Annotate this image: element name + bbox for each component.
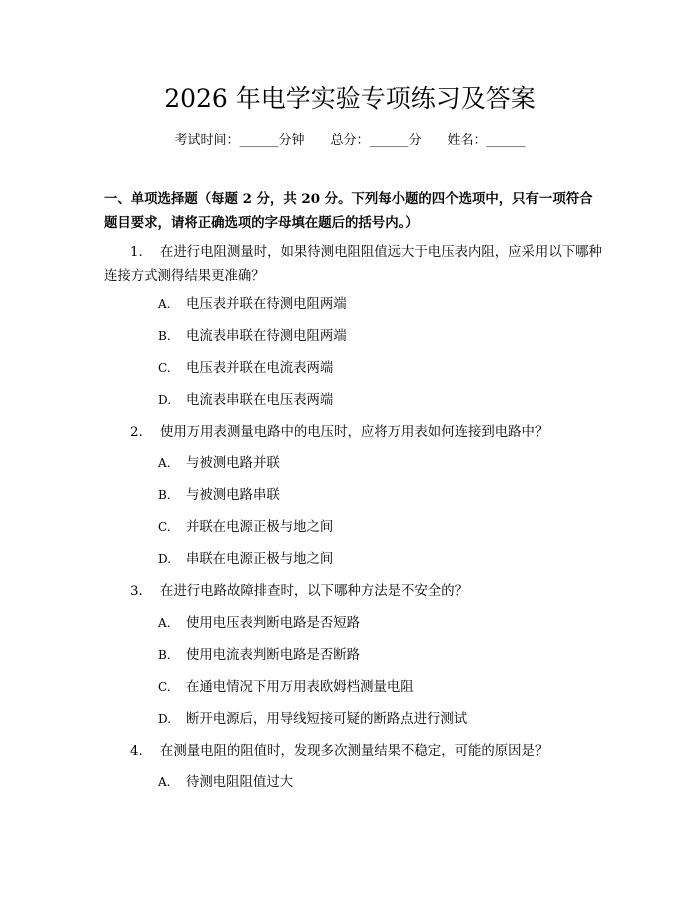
question-number: 4.	[130, 744, 143, 759]
question-4	[104, 740, 604, 764]
option-text: 串联在电源正极与地之间	[186, 552, 334, 567]
question-3	[104, 580, 604, 604]
option-letter: C.	[158, 680, 171, 694]
option-text: 断开电源后，用导线短接可疑的断路点进行测试	[186, 712, 468, 727]
option-3c	[158, 677, 598, 698]
option-letter: A.	[158, 616, 171, 630]
section-heading: 一、单项选择题（每题 2 分，共 20 分。下列每小题的四个选项中，只有一项符合题目要求，请将正确选项的字母填在题后的括号内。）	[104, 191, 593, 231]
option-2c	[158, 517, 598, 538]
option-letter: A.	[158, 775, 171, 789]
option-text: 使用电流表判断电路是否断路	[186, 648, 361, 663]
option-3d	[158, 709, 598, 730]
option-text: 并联在电源正极与地之间	[186, 520, 334, 535]
option-letter: A.	[158, 456, 171, 470]
option-text: 电流表串联在电压表两端	[186, 393, 334, 408]
option-text: 与被测电路并联	[186, 456, 280, 471]
exam-meta	[0, 131, 700, 151]
option-letter: C.	[158, 361, 171, 375]
option-2b	[158, 485, 598, 506]
option-letter: A.	[158, 297, 171, 311]
question-text: 在测量电阻的阻值时，发现多次测量结果不稳定，可能的原因是？	[160, 744, 549, 759]
question-text: 在进行电路故障排查时，以下哪种方法是不安全的？	[160, 584, 468, 599]
name-field: 姓名：______	[447, 133, 526, 148]
option-letter: C.	[158, 520, 171, 534]
option-2a	[158, 453, 598, 474]
option-text: 在通电情况下用万用表欧姆档测量电阻	[186, 680, 414, 695]
exam-time-field: 考试时间：______分钟	[174, 133, 305, 148]
option-letter: D.	[158, 393, 172, 407]
option-letter: D.	[158, 712, 172, 726]
option-text: 电压表并联在待测电阻两端	[186, 297, 347, 312]
option-3a	[158, 613, 598, 634]
option-1c	[158, 358, 598, 379]
option-4a	[158, 772, 598, 793]
option-1a	[158, 294, 598, 315]
option-letter: B.	[158, 488, 171, 502]
option-text: 与被测电路串联	[186, 488, 280, 503]
option-1b	[158, 326, 598, 347]
question-number: 2.	[130, 425, 143, 440]
document-title: 2026 年电学实验专项练习及答案	[164, 84, 536, 113]
question-number: 3.	[130, 584, 143, 599]
option-text: 电压表并联在电流表两端	[186, 361, 334, 376]
option-3b	[158, 645, 598, 666]
question-1	[104, 241, 604, 289]
option-letter: D.	[158, 552, 172, 566]
option-text: 电流表串联在待测电阻两端	[186, 329, 347, 344]
question-number: 1.	[130, 245, 143, 260]
question-2	[104, 421, 604, 445]
option-letter: B.	[158, 648, 171, 662]
question-text: 在进行电阻测量时，如果待测电阻阻值远大于电压表内阻，应采用以下哪种连接方式测得结果更准确？	[104, 245, 602, 284]
question-text: 使用万用表测量电路中的电压时，应将万用表如何连接到电路中？	[160, 425, 549, 440]
option-text: 待测电阻阻值过大	[186, 775, 294, 790]
option-text: 使用电压表判断电路是否短路	[186, 616, 361, 631]
total-score-field: 总分：______分	[330, 133, 422, 148]
option-letter: B.	[158, 329, 171, 343]
option-1d	[158, 390, 598, 411]
option-2d	[158, 549, 598, 570]
